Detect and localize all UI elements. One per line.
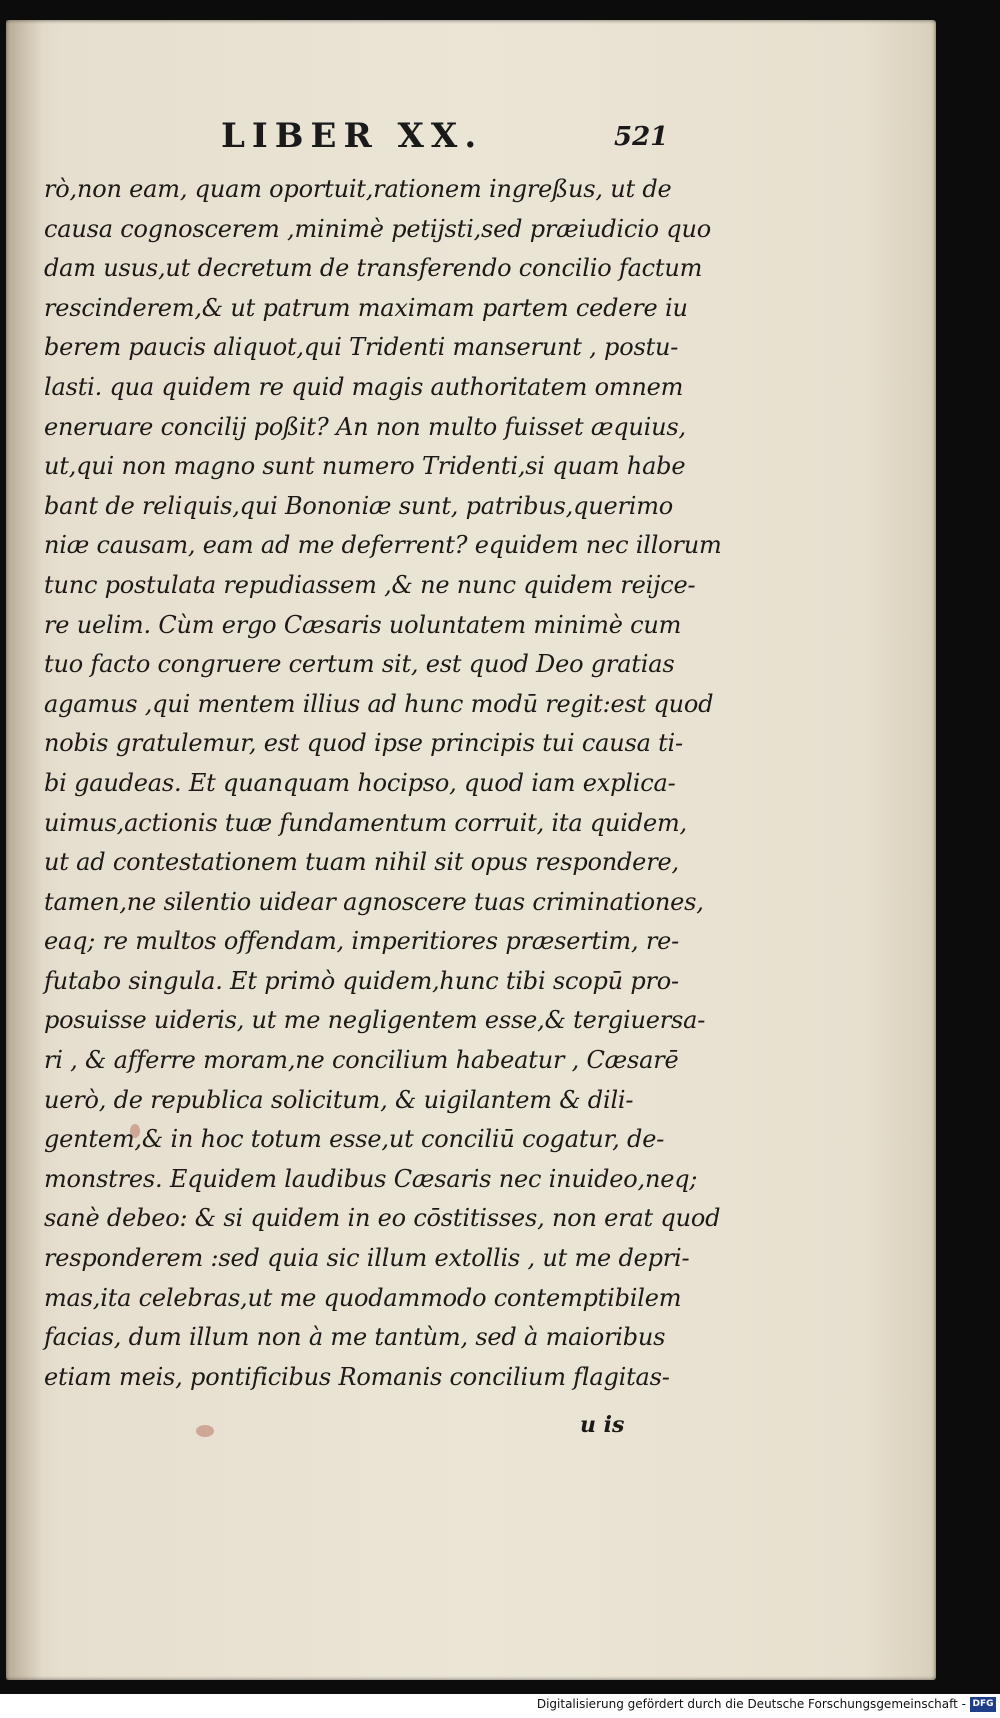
text-line: nobis gratulemur, est quod ipse principis tui causa ti-	[44, 729, 683, 758]
funding-credit: Digitalisierung gefördert durch die Deutsche Forschungsgemeinschaft -	[536, 1697, 966, 1711]
text-line: bant de reliquis,qui Bononiæ sunt, patribus,querimo	[44, 491, 674, 520]
text-line: agamus ,qui mentem illius ad hunc modū regit:est quod	[44, 689, 714, 718]
text-line: uimus,actionis tuæ fundamentum corruit, ita quidem,	[44, 808, 687, 837]
text-line: re uelim. Cùm ergo Cæsaris uoluntatem minimè cum	[44, 610, 682, 639]
text-line: futabo singula. Et primò quidem,hunc tibi scopū pro-	[44, 966, 679, 995]
ink-stain	[196, 1425, 214, 1437]
text-line: tunc postulata repudiassem ,& ne nunc quidem reijce-	[44, 570, 696, 599]
text-line: ut ad contestationem tuam nihil sit opus respondere,	[44, 848, 679, 877]
text-line: ut,qui non magno sunt numero Tridenti,si quam habe	[44, 452, 686, 481]
text-line: rescinderem,& ut patrum maximam partem cedere iu	[44, 293, 688, 322]
text-line: monstres. Equidem laudibus Cæsaris nec inuideo,neq;	[44, 1164, 698, 1193]
text-line: eaq; re multos offendam, imperitiores præsertim, re-	[44, 927, 680, 956]
text-line: niæ causam, eam ad me deferrent? equidem nec illorum	[44, 531, 722, 560]
text-line: causa cognoscerem ,minimè petijsti,sed præiudicio quo	[44, 214, 711, 243]
text-line: dam usus,ut decretum de transferendo concilio factum	[44, 254, 703, 283]
text-line: berem paucis aliquot,qui Tridenti manserunt , postu-	[44, 333, 679, 362]
text-line: gentem,& in hoc totum esse,ut conciliū cogatur, de-	[44, 1125, 665, 1154]
text-line: posuisse uideris, ut me negligentem esse,& tergiuersa-	[44, 1006, 706, 1035]
text-line: sanè debeo: & si quidem in eo cōstitisses, non erat quod	[44, 1204, 721, 1233]
text-line: facias, dum illum non à me tantùm, sed à maioribus	[44, 1323, 666, 1352]
text-line: tuo facto congruere certum sit, est quod Deo gratias	[44, 650, 675, 679]
text-line: uerò, de republica solicitum, & uigilantem & dili-	[44, 1085, 634, 1114]
text-line: etiam meis, pontificibus Romanis concilium flagitas-	[44, 1362, 670, 1391]
running-head	[6, 116, 936, 166]
text-line: responderem :sed quia sic illum extollis , ut me depri-	[44, 1244, 690, 1273]
text-line: eneruare concilij poßit? An non multo fuisset æquius,	[44, 412, 686, 441]
text-line: rò,non eam, quam oportuit,rationem ingreßus, ut de	[44, 175, 672, 203]
dfg-logo-icon: DFG	[970, 1697, 996, 1712]
gutter-shadow	[6, 20, 42, 1680]
catchword: u is	[580, 1412, 625, 1438]
text-line: lasti. qua quidem re quid magis authoritatem omnem	[44, 372, 684, 401]
book-page	[6, 20, 936, 1680]
text-line: ri , & afferre moram,ne concilium habeatur , Cæsarē	[44, 1046, 679, 1075]
text-line: mas,ita celebras,ut me quodammodo contemptibilem	[44, 1283, 682, 1312]
text-line: bi gaudeas. Et quanquam hocipso, quod iam explica-	[44, 768, 676, 797]
running-head-title: LIBER XX.	[221, 116, 484, 156]
text-line: tamen,ne silentio uidear agnoscere tuas criminationes,	[44, 887, 704, 916]
body-text	[44, 170, 722, 1397]
digitization-footer	[0, 1694, 1000, 1718]
page-number: 521	[614, 122, 669, 152]
